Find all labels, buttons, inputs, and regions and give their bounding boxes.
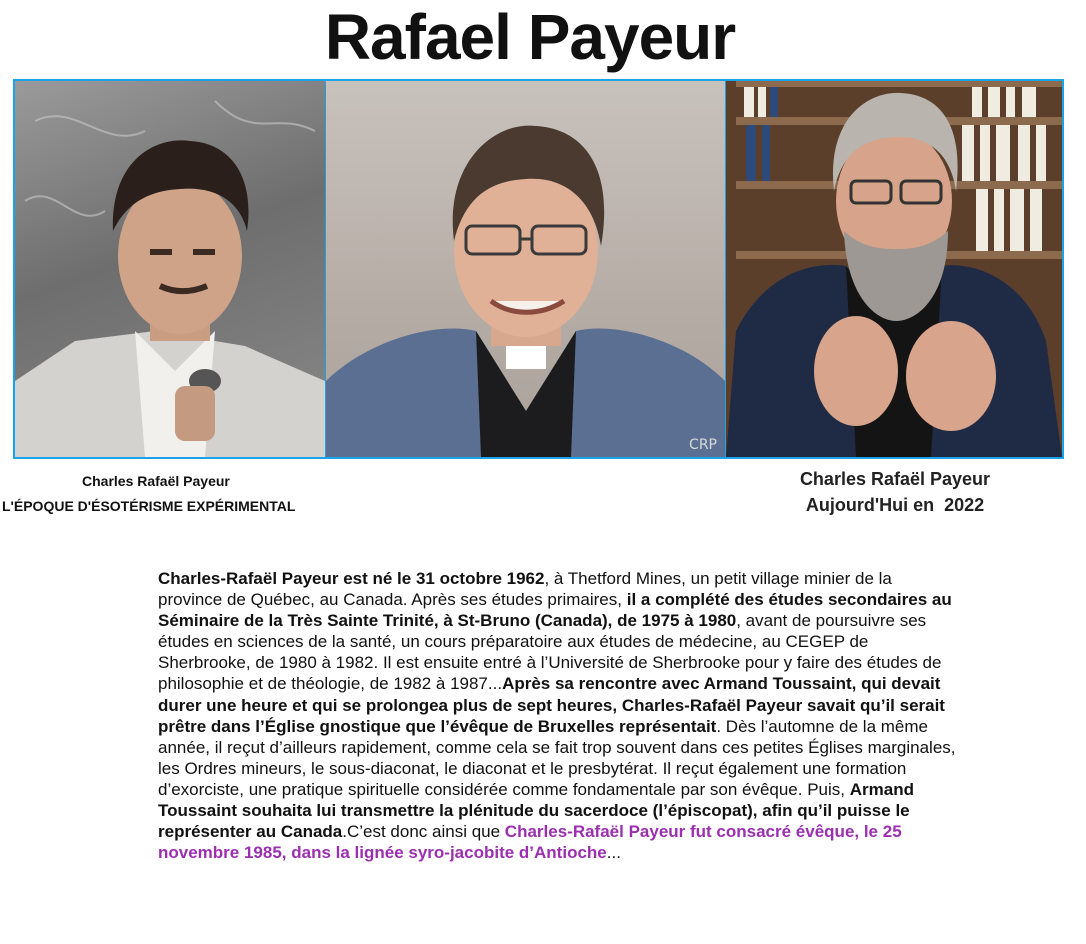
caption-right-name: Charles Rafaël Payeur — [799, 469, 991, 489]
young-portrait-photo — [15, 81, 325, 457]
bio-episcopate: Armand Toussaint souhaita lui transmettre la plénitude du sacerdoce (l’épiscopat), afin qu’il puisse le représenter au Canada — [158, 779, 914, 842]
biography-paragraph — [158, 568, 958, 863]
page-title: Rafael Payeur — [324, 1, 736, 73]
bio-text: , avant de poursuivre ses études en sciences de la santé, un cours préparatoire aux études de médecine, au CEGEP de Sherbrooke, de 1980 à 1982. Il est ensuite entré à l’Université de Sherbrooke pour y faire des études de philosophie et de théologie, de 1982 à 1987... — [158, 611, 942, 694]
priest-portrait-photo — [326, 81, 725, 457]
bio-consecration: Charles-Rafaël Payeur fut consacré évêque, le 25 novembre 1985, dans la lignée syro-jacobite d’Antioche — [158, 822, 902, 863]
caption-right-year: Aujourd'Hui en 2022 — [805, 495, 985, 515]
bio-ellipsis: ... — [606, 843, 621, 863]
portrait-2022-photo — [726, 81, 1062, 457]
bio-studies: il a complété des études secondaires au Séminaire de la Très Sainte Trinité, à St-Bruno (Canada), de 1975 à 1980 — [158, 590, 952, 631]
photo-watermark: CRP — [689, 437, 717, 453]
bio-text: .C’est donc ainsi que — [342, 822, 505, 842]
caption-left-era: L'ÉPOQUE D'ÉSOTÉRISME EXPÉRIMENTAL — [2, 498, 296, 514]
bio-text: , à Thetford Mines, un petit village minier de la province de Québec, au Canada. Après ses études primaires, — [158, 569, 892, 610]
photo-strip — [13, 79, 1064, 459]
bio-text: . Dès l’automne de la même année, il reçut d’ailleurs rapidement, comme cela se fait trop souvent dans ces petites Églises marginales, les Ordres mineurs, le sous-diaconat, le diaconat et le presbytérat. Il reçut également une formation d’exorciste, une pratique spirituelle considérée comme fondamentale par son évêque. Puis, — [158, 716, 956, 799]
caption-left-name: Charles Rafaël Payeur — [82, 473, 230, 489]
bio-meeting: Après sa rencontre avec Armand Toussaint, qui devait durer une heure et qui se prolongea plus de sept heures, Charles-Rafaël Payeur savait qu’il serait prêtre dans l’Église gnostique que l’évêque de Bruxelles représentait — [158, 674, 945, 736]
bio-birth: Charles-Rafaël Payeur est né le 31 octobre 1962 — [158, 569, 545, 588]
